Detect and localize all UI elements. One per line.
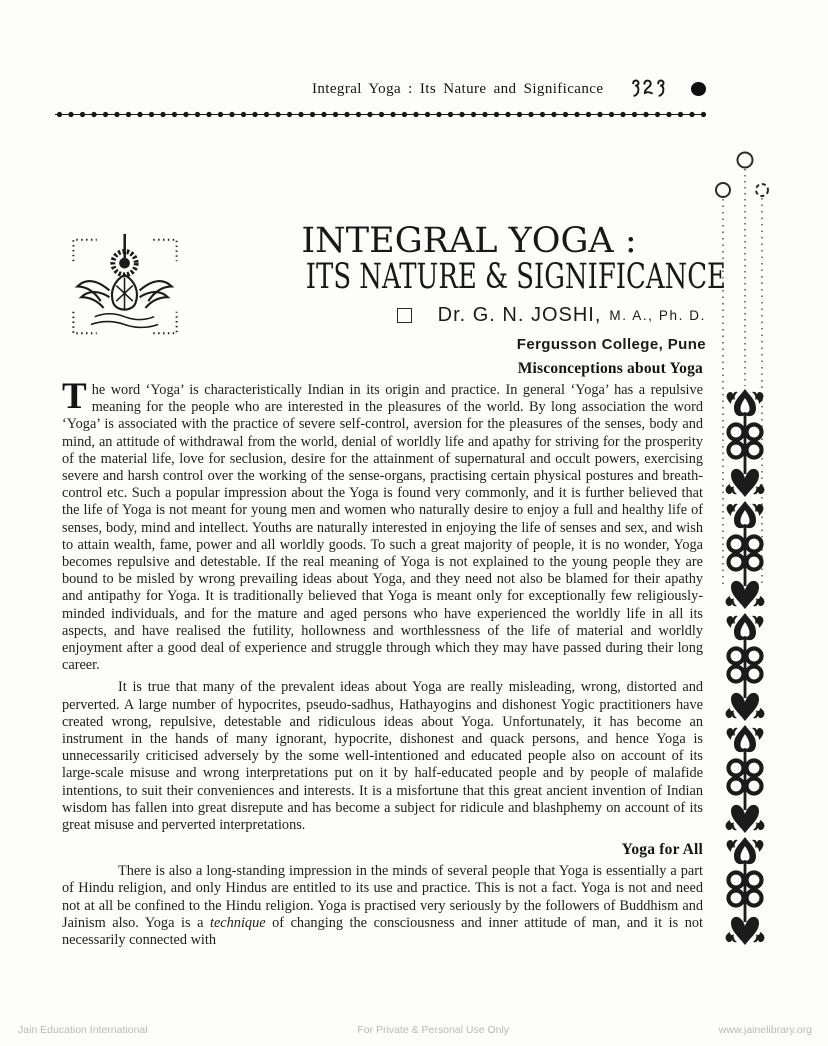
watermark-footer bbox=[0, 1024, 828, 1036]
flower-vase-emblem-icon bbox=[64, 230, 186, 342]
drop-cap: T bbox=[62, 376, 87, 417]
article-body bbox=[62, 360, 703, 949]
article-title-line2: ITS NATURE & SIGNIFICANCE bbox=[305, 257, 726, 297]
author-degrees: M. A., Ph. D. bbox=[609, 308, 706, 323]
ornament-rail bbox=[700, 140, 822, 970]
article-title-line1: INTEGRAL YOGA : bbox=[301, 221, 637, 261]
hanging-bead-threads bbox=[716, 153, 768, 589]
footer-right: www.jainelibrary.org bbox=[718, 1024, 812, 1036]
footer-center: For Private & Personal Use Only bbox=[357, 1024, 510, 1036]
beaded-divider-rule bbox=[55, 110, 706, 119]
devanagari-121-glyphs bbox=[631, 79, 667, 99]
paragraph-2: It is true that many of the prevalent ideas about Yoga are really misleading, wrong, distorted and perverted. A large number of hypocrites, pseudo-sadhus, Hathayogins and dishonest Yogic practitioners have created wrong, repulsive, detestable and ridiculous ideas about Yoga. Unfortunately, it has become an instrument in the hands of many ignorant, hypocrite, dishonest and quack persons, and hence Yoga is unnecessarily criticised adversely by the some well-intentioned and educated people also on account of its large-scale misuse and wrong interpretations put on it by half-educated people and by people of malafide intentions, to suit their conveniences and interests. It is a misfortune that this great ancient invention of Indian wisdom has fallen into great disrepute and has become a subject for ridicule and blashphemy on account of its great misuse and perverted interpretations. bbox=[62, 679, 703, 834]
page-number-devanagari bbox=[631, 79, 667, 99]
section-heading-yoga-for-all: Yoga for All bbox=[621, 841, 703, 859]
paragraph-3-text-after: of changing the consciousness and inner attitude of man, and it is not necessarily connected with bbox=[62, 914, 703, 949]
paragraph-1-text: he word ‘Yoga’ is characteristically Indian in its origin and practice. In general ‘Yoga’ has a repulsive meaning for the people who are interested in the pleasures of the world. By long association the word ‘Yoga’ is associated with the practice of severe self-control, aversion for the pleasures of the senses, body and mind, an attitude of withdrawal from the world, denial of worldly life and apathy for striving for the prosperity of the material life, love for seclusion, desire for the attainment of supernatural and occult powers, exercising severe and harsh control over the working of the sense-organs, practising certain physical postures and breath-control etc. Such a popular impression about the Yoga is found very commonly, and it is further believed that the life of Yoga is not meant for young men and women who naturally desire to enjoy a full and healthy life of senses, body, mind and intellect. Youths are naturally interested in enjoying the life of senses and sex, and wish to attain wealth, fame, power and all worldly goods. To such a great majority of people, it is no wonder, Yoga becomes repulsive and detestable. If the real meaning of Yoga is not explained to the young people they are bound to be misled by wrong prevailing ideas about Yoga, and they need not also be blamed for their apathy and antipathy for Yoga. It is traditionally believed that Yoga is meant only for exceptionally few religiously-minded individuals, and for the mature and aged persons who have experienced the worldly life in all its aspects, and have realised the futility, hollowness and worthlessness of the life of material and worldly enjoyment after a good deal of experience and struggle through which they may have passed during their long career. bbox=[62, 382, 703, 674]
author-marker-square-icon bbox=[397, 308, 412, 323]
section-heading-misconceptions: Misconceptions about Yoga bbox=[517, 360, 703, 377]
page-number-dot bbox=[691, 82, 706, 96]
author-affiliation: Fergusson College, Pune bbox=[516, 336, 706, 353]
paragraph-1 bbox=[62, 376, 703, 674]
paragraph-3-text-before: There is also a long-standing impression in the minds of several people that Yoga is essentially a part of Hindu religion, and only Hindus are entitled to its use and practice. This is not a fact. Yoga is not and need not at all be confined to the Hindu religion. Yoga is practised very seriously by the followers of Buddhism and Jainism also. Yoga is a bbox=[62, 863, 703, 931]
paragraph-3-italic-word: technique bbox=[209, 914, 266, 931]
footer-left: Jain Education International bbox=[18, 1024, 148, 1036]
running-header bbox=[62, 79, 706, 99]
floral-damask-rail-icon bbox=[700, 140, 822, 970]
paragraph-3 bbox=[62, 863, 703, 949]
author-name: Dr. G. N. JOSHI, bbox=[437, 304, 602, 326]
running-header-title: Integral Yoga : Its Nature and Significance bbox=[312, 80, 604, 97]
masthead bbox=[62, 221, 726, 353]
